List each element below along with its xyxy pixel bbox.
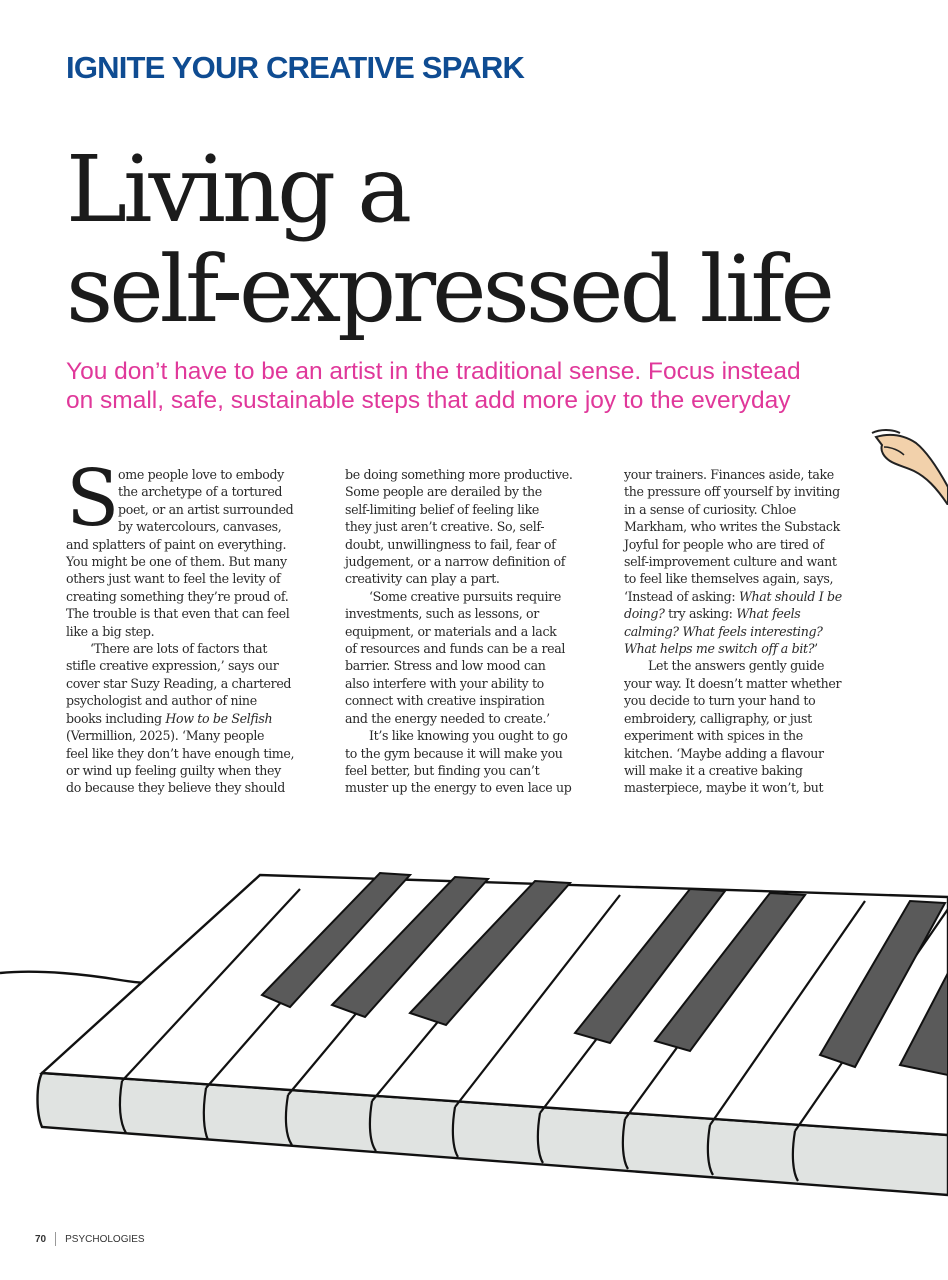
body-line: and splatters of paint on everything.	[66, 536, 287, 552]
standfirst: You don’t have to be an artist in the traditional sense. Focus instead on small, safe, sustainable steps that add more joy to the everyday	[66, 358, 801, 414]
drop-cap: S	[66, 454, 120, 544]
body-text: ’	[814, 641, 818, 657]
body-line: kitchen. ‘Maybe adding a flavour	[624, 745, 824, 761]
body-line: to the gym because it will make you	[345, 745, 563, 761]
body-line: the pressure off yourself by inviting	[624, 484, 840, 500]
headline	[66, 136, 831, 343]
body-line	[624, 640, 876, 657]
body-line: feel like they don’t have enough time,	[66, 745, 295, 761]
headline-line-1: Living a	[66, 136, 409, 243]
body-line: self-improvement culture and want	[624, 554, 837, 570]
headline-line-2: self-expressed life	[66, 236, 831, 343]
body-line: you decide to turn your hand to	[624, 693, 816, 709]
body-line: embroidery, calligraphy, or just	[624, 710, 812, 726]
body-line: do because they believe they should	[66, 780, 285, 796]
body-column-2	[345, 466, 601, 797]
body-line: barrier. Stress and low mood can	[345, 658, 546, 674]
body-line: the archetype of a tortured	[118, 484, 283, 500]
body-line: your trainers. Finances aside, take	[624, 467, 834, 482]
section-kicker: IGNITE YOUR CREATIVE SPARK	[66, 50, 525, 85]
body-line	[624, 605, 876, 622]
body-line: will make it a creative baking	[624, 762, 803, 778]
body-line: to feel like themselves again, says,	[624, 571, 834, 587]
body-line: creating something they’re proud of.	[66, 588, 289, 604]
body-line: also interfere with your ability to	[345, 675, 544, 691]
footer-divider	[55, 1232, 56, 1246]
body-line	[66, 710, 318, 727]
body-line	[624, 588, 876, 605]
body-line: experiment with spices in the	[624, 728, 803, 744]
body-line: investments, such as lessons, or	[345, 606, 539, 622]
body-line: judgement, or a narrow definition of	[345, 554, 566, 570]
hand-icon	[870, 425, 948, 505]
body-line: be doing something more productive.	[345, 467, 573, 482]
body-line	[624, 623, 876, 640]
body-line: Some people are derailed by the	[345, 484, 542, 500]
body-line: of resources and funds can be a real	[345, 641, 566, 657]
body-line: poet, or an artist surrounded	[118, 501, 294, 517]
body-line: stifle creative expression,’ says our	[66, 658, 279, 674]
piano-illustration	[0, 845, 948, 1215]
publication-name: PSYCHOLOGIES	[65, 1233, 145, 1245]
body-line: connect with creative inspiration	[345, 693, 545, 709]
body-line: (Vermillion, 2025). ‘Many people	[66, 728, 265, 744]
body-line: others just want to feel the levity of	[66, 571, 281, 587]
body-line: psychologist and author of nine	[66, 693, 257, 709]
body-line: and the energy needed to create.’	[345, 710, 550, 726]
body-line: Joyful for people who are tired of	[624, 536, 824, 552]
quote-italic: What helps me switch off a bit?	[624, 641, 815, 657]
body-line: muster up the energy to even lace up	[345, 780, 572, 796]
quote-italic: What feels	[736, 606, 801, 622]
body-line: self-limiting belief of feeling like	[345, 501, 539, 517]
body-line: or wind up feeling guilty when they	[66, 762, 281, 778]
body-line: equipment, or materials and a lack	[345, 623, 557, 639]
body-line: You might be one of them. But many	[66, 554, 287, 570]
quote-italic: calming? What feels interesting?	[624, 623, 823, 639]
quote-italic: doing?	[624, 606, 665, 622]
body-line: masterpiece, maybe it won’t, but	[624, 780, 824, 796]
body-line: by watercolours, canvases,	[118, 519, 282, 535]
quote-italic: What should I be	[738, 588, 842, 604]
body-line: Let the answers gently guide	[648, 658, 825, 674]
body-line: ‘Some creative pursuits require	[369, 588, 561, 604]
book-title: How to be Selfish	[165, 710, 273, 726]
body-line: Markham, who writes the Substack	[624, 519, 840, 535]
body-line: doubt, unwillingness to fail, fear of	[345, 536, 556, 552]
body-line: feel better, but finding you can’t	[345, 762, 540, 778]
body-line: ‘There are lots of factors that	[90, 641, 268, 657]
body-line: like a big step.	[66, 623, 155, 639]
body-text: books including	[66, 710, 166, 726]
body-line: creativity can play a part.	[345, 571, 500, 587]
body-line: The trouble is that even that can feel	[66, 606, 290, 622]
body-line: in a sense of curiosity. Chloe	[624, 501, 796, 517]
page-number: 70	[35, 1233, 47, 1245]
body-column-3	[624, 466, 876, 797]
body-text: try asking:	[664, 606, 737, 622]
body-line: they just aren’t creative. So, self-	[345, 519, 545, 535]
body-line: ome people love to embody	[118, 467, 284, 482]
body-line: It’s like knowing you ought to go	[369, 728, 568, 744]
body-text: ‘Instead of asking:	[624, 588, 739, 604]
body-column-1	[66, 454, 318, 797]
body-line: your way. It doesn’t matter whether	[624, 675, 842, 691]
page-footer	[35, 1232, 145, 1246]
body-line: cover star Suzy Reading, a chartered	[66, 675, 292, 691]
